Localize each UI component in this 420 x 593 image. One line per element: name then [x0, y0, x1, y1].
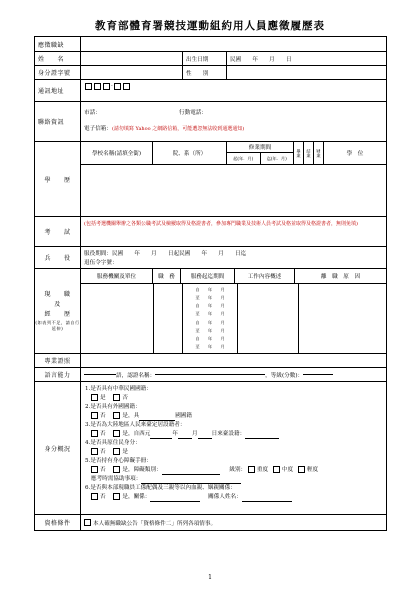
name-field[interactable]: [81, 52, 183, 65]
qualification-checkbox[interactable]: [84, 519, 91, 526]
row-name: [35, 51, 386, 65]
q5-yes-checkbox[interactable]: [113, 466, 120, 473]
military-discharge-no[interactable]: 退伍令字號：: [84, 260, 118, 266]
school-header: 學校名稱(請填全銜): [81, 142, 153, 164]
q5-moderate-checkbox[interactable]: [273, 466, 280, 473]
exam-note: (包括考選機關舉辦之各類公職考試及檢覈取得及格證書者，參加專門職業及技術人員考試及格並取得及格證書者，無則免填): [84, 221, 358, 227]
education-label: 學 歷: [35, 142, 81, 216]
postcode-box[interactable]: [85, 83, 92, 90]
q3-text: 3.是否為大陸地區人民來臺定居設籍者：: [85, 422, 186, 428]
education-body[interactable]: [81, 164, 386, 216]
birth-field[interactable]: 民國 年 月 日: [230, 56, 292, 63]
id-label: 身分證字號: [35, 66, 81, 79]
work-period-list: 自 年 月 至 年 月 自 年 月 至 年 月 自 年 月 至 年 月 自 年 月 至 年 月: [183, 284, 238, 353]
email-note: (請勿填寫 Yahoo 之網路信箱，可能遭忽無法收到通選通知): [111, 125, 245, 132]
row-exam: [35, 216, 386, 246]
row-work: [35, 268, 386, 353]
identity-questions: 1.是否具有中華民國國籍： 是 否 2.是否具有外國國籍： 否 是，具 國國籍 3.是否為大陸地區人民來臺定居設籍者： 否 是，自西元 年 月 日來臺設籍： 4.是否具原住民身分： 否 是 5.是否持有身心障礙手冊： 否 是，障礙類別： 級別： 重度 中度 輕度 應考時需協助事項： 6.是否與本部現職員工係配偶及三親等以內血親、姻親關係： 否 是，關係： 關係人姓名：: [81, 382, 386, 514]
q4-yes-checkbox[interactable]: [113, 448, 120, 455]
license-label: 專業證照: [35, 354, 81, 367]
row-language: [35, 367, 386, 381]
row-contact: [35, 101, 386, 141]
q5-mild-checkbox[interactable]: [298, 466, 305, 473]
period-header: 修業期間: [227, 142, 293, 153]
email-label: 電子信箱：: [84, 126, 112, 132]
row-address: [35, 79, 386, 101]
qualification-label: 資格條件: [35, 515, 81, 530]
job-title-label: 應徵職缺: [35, 37, 81, 51]
row-job-title: [35, 37, 386, 51]
q6-no-checkbox[interactable]: [91, 493, 98, 500]
gender-field[interactable]: [227, 66, 386, 79]
work-content-header: 工作內容概述: [235, 269, 295, 283]
name-label: 姓 名: [35, 52, 81, 65]
education-header: [81, 142, 386, 164]
degree-header: 學 位: [346, 151, 364, 157]
status-graduated-header: 畢業: [294, 142, 304, 164]
q2-no-checkbox[interactable]: [91, 412, 98, 419]
work-label: 現 職 及 經 歷 (如表列不足，請自行延伸): [35, 269, 81, 353]
qualification-text: 本人確無職缺公告「資格條件二」所列各項情事。: [93, 520, 217, 527]
mobile-label: 行動電話：: [179, 110, 207, 116]
row-identity: [35, 381, 386, 514]
address-label: 通訊地址: [35, 80, 81, 101]
q5-text: 5.是否持有身心障礙手冊：: [85, 458, 152, 464]
work-period-header: 服務起迄期間: [181, 269, 235, 283]
q6-text: 6.是否與本部現職員工係配偶及三親等以內血親、姻親關係：: [85, 485, 236, 491]
row-qualification: [35, 514, 386, 530]
page-title: 教育部體育署競技運動組約用人員應徵履歷表: [95, 20, 325, 32]
q1-no-checkbox[interactable]: [113, 394, 120, 401]
q2-text: 2.是否具有外國國籍：: [85, 404, 141, 410]
postcode-box[interactable]: [94, 83, 101, 90]
contact-group: [81, 102, 386, 141]
q3-no-checkbox[interactable]: [91, 430, 98, 437]
q4-text: 4.是否具原住民身分：: [85, 440, 141, 446]
status-completed-header: 結業: [304, 142, 314, 164]
application-form: [34, 36, 387, 531]
q4-no-checkbox[interactable]: [91, 448, 98, 455]
exam-label: 考 試: [35, 217, 81, 246]
q5-severe-checkbox[interactable]: [248, 466, 255, 473]
dept-header: 院、系（所）: [153, 142, 227, 164]
phone-label: 市話：: [84, 110, 101, 116]
row-license: [35, 353, 386, 367]
job-title-field[interactable]: [81, 37, 386, 51]
period-from-header: 起(年．月): [227, 153, 261, 164]
work-position-header: 職 務: [153, 269, 181, 283]
q1-text: 1.是否具有中華民國國籍：: [85, 386, 152, 392]
q3-yes-checkbox[interactable]: [113, 430, 120, 437]
education-table: [81, 142, 386, 216]
postcode-box[interactable]: [103, 83, 110, 90]
work-table: [81, 269, 386, 353]
q5-no-checkbox[interactable]: [91, 466, 98, 473]
id-field[interactable]: [81, 66, 183, 79]
postcode-box[interactable]: [114, 83, 121, 90]
postcode-box[interactable]: [123, 83, 130, 90]
row-education: [35, 141, 386, 216]
gender-label: 性 別: [183, 66, 227, 79]
q1-yes-checkbox[interactable]: [91, 394, 98, 401]
work-org-header: 服務機關及單位: [81, 269, 153, 283]
q2-yes-checkbox[interactable]: [113, 412, 120, 419]
work-reason-header: 離 職 原 因: [320, 274, 361, 280]
q6-yes-checkbox[interactable]: [113, 493, 120, 500]
identity-label: 身分概況: [35, 382, 81, 514]
military-label: 兵 役: [35, 247, 81, 268]
work-body: [81, 284, 386, 353]
language-field[interactable]: 語，認證名稱： ，等級(分數)：: [81, 368, 386, 381]
birth-label: 出生日期: [183, 52, 227, 65]
contact-label: 聯絡資訊: [35, 102, 81, 141]
license-field[interactable]: [81, 354, 386, 367]
status-incomplete-header: 肄業: [314, 142, 324, 164]
row-id: [35, 65, 386, 79]
address-field[interactable]: -: [81, 80, 386, 101]
row-military: [35, 246, 386, 268]
page-number: 1: [208, 574, 212, 581]
period-to-header: 迄(年．月): [266, 155, 287, 161]
language-label: 語言能力: [35, 368, 81, 381]
q5-note: 應考時需協助事項：: [91, 476, 142, 482]
military-period[interactable]: 服役期間：民國 年 月 日起民國 年 月 日迄: [84, 251, 247, 257]
